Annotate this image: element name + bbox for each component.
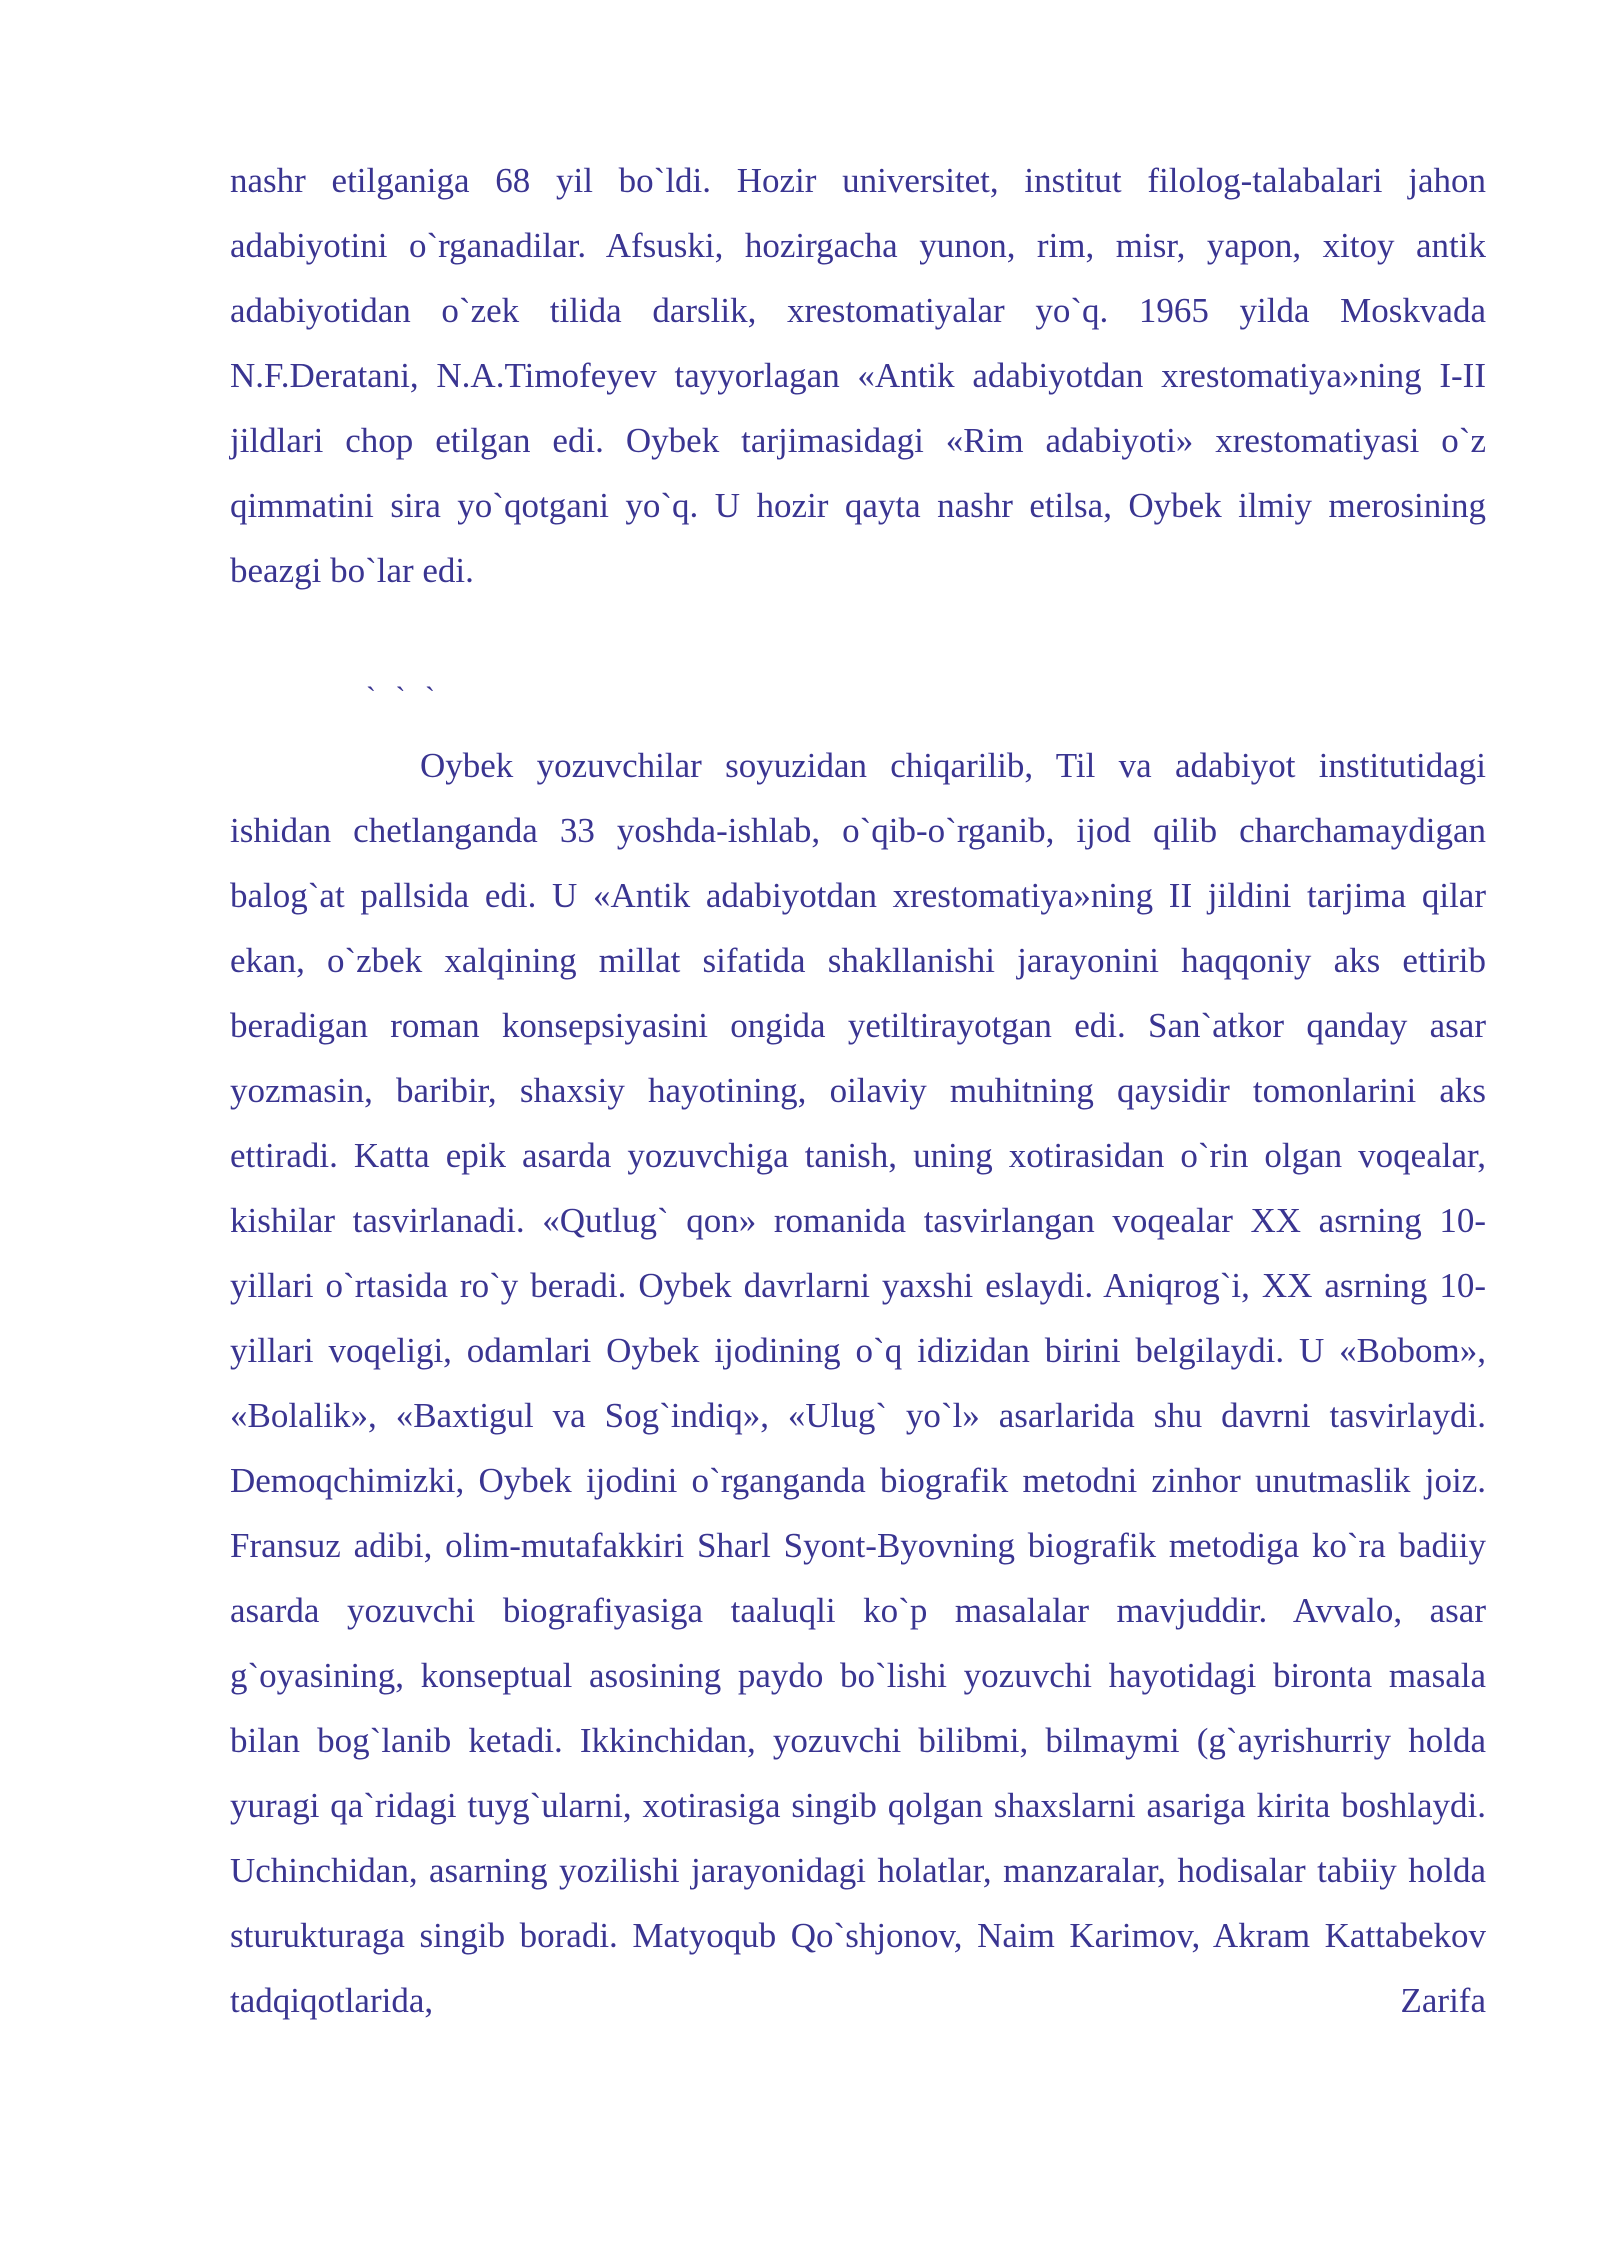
blank-line (230, 603, 1486, 668)
document-page (230, 148, 1486, 2033)
paragraph-main: Oybek yozuvchilar soyuzidan chiqarilib, Til va adabiyot institutidagi ishidan chetlanganda 33 yoshda-ishlab, o`qib-o`rganib, ijod qilib charchamaydigan balog`at pallsida edi. U «Antik adabiyotdan xrestomatiya»ning II jildini tarjima qilar ekan, o`zbek xalqining millat sifatida shakllanishi jarayonini haqqoniy aks ettirib beradigan roman konsepsiyasini ongida yetiltirayotgan edi. San`atkor qanday asar yozmasin, baribir, shaxsiy hayotining, oilaviy muhitning qaysidir tomonlarini aks ettiradi. Katta epik asarda yozuvchiga tanish, uning xotirasidan o`rin olgan voqealar, kishilar tasvirlanadi. «Qutlug` qon» romanida tasvirlangan voqealar XX asrning 10-yillari o`rtasida ro`y beradi. Oybek davrlarni yaxshi eslaydi. Aniqrog`i, XX asrning 10-yillari voqeligi, odamlari Oybek ijodining o`q idizidan birini belgilaydi. U «Bobom», «Bolalik», «Baxtigul va Sog`indiq», «Ulug` yo`l» asarlarida shu davrni tasvirlaydi. Demoqchimizki, Oybek ijodini o`rganganda biografik metodni zinhor unutmaslik joiz. Fransuz adibi, olim-mutafakkiri Sharl Syont-Byovning biografik metodiga ko`ra badiiy asarda yozuvchi biografiyasiga taaluqli ko`p masalalar mavjuddir. Avvalo, asar g`oyasining, konseptual asosining paydo bo`lishi yozuvchi hayotidagi bironta masala bilan bog`lanib ketadi. Ikkinchidan, yozuvchi bilibmi, bilmaymi (g`ayrishurriy holda yuragi qa`ridagi tuyg`ularni, xotirasiga singib qolgan shaxslarni asariga kirita boshlaydi. Uchinchidan, asarning yozilishi jarayonidagi holatlar, manzaralar, hodisalar tabiiy holda sturukturaga singib boradi. Matyoqub Qo`shjonov, Naim Karimov, Akram Kattabekov tadqiqotlarida, Zarifa (230, 746, 1486, 2020)
paragraph-continuation: nashr etilganiga 68 yil bo`ldi. Hozir universitet, institut filolog-talabalari jahon adabiyotini o`rganadilar. Afsuski, hozirgacha yunon, rim, misr, yapon, xitoy antik adabiyotidan o`zek tilida darslik, xrestomatiyalar yo`q. 1965 yilda Moskvada N.F.Deratani, N.A.Timofeyev tayyorlagan «Antik adabiyotdan xrestomatiya»ning I-II jildlari chop etilgan edi. Oybek tarjimasidagi «Rim adabiyoti» xrestomatiyasi o`z qimmatini sira yo`qotgani yo`q. U hozir qayta nashr etilsa, Oybek ilmiy merosining beazgi bo`lar edi. (230, 161, 1486, 590)
section-separator: ` ` ` (366, 681, 441, 714)
